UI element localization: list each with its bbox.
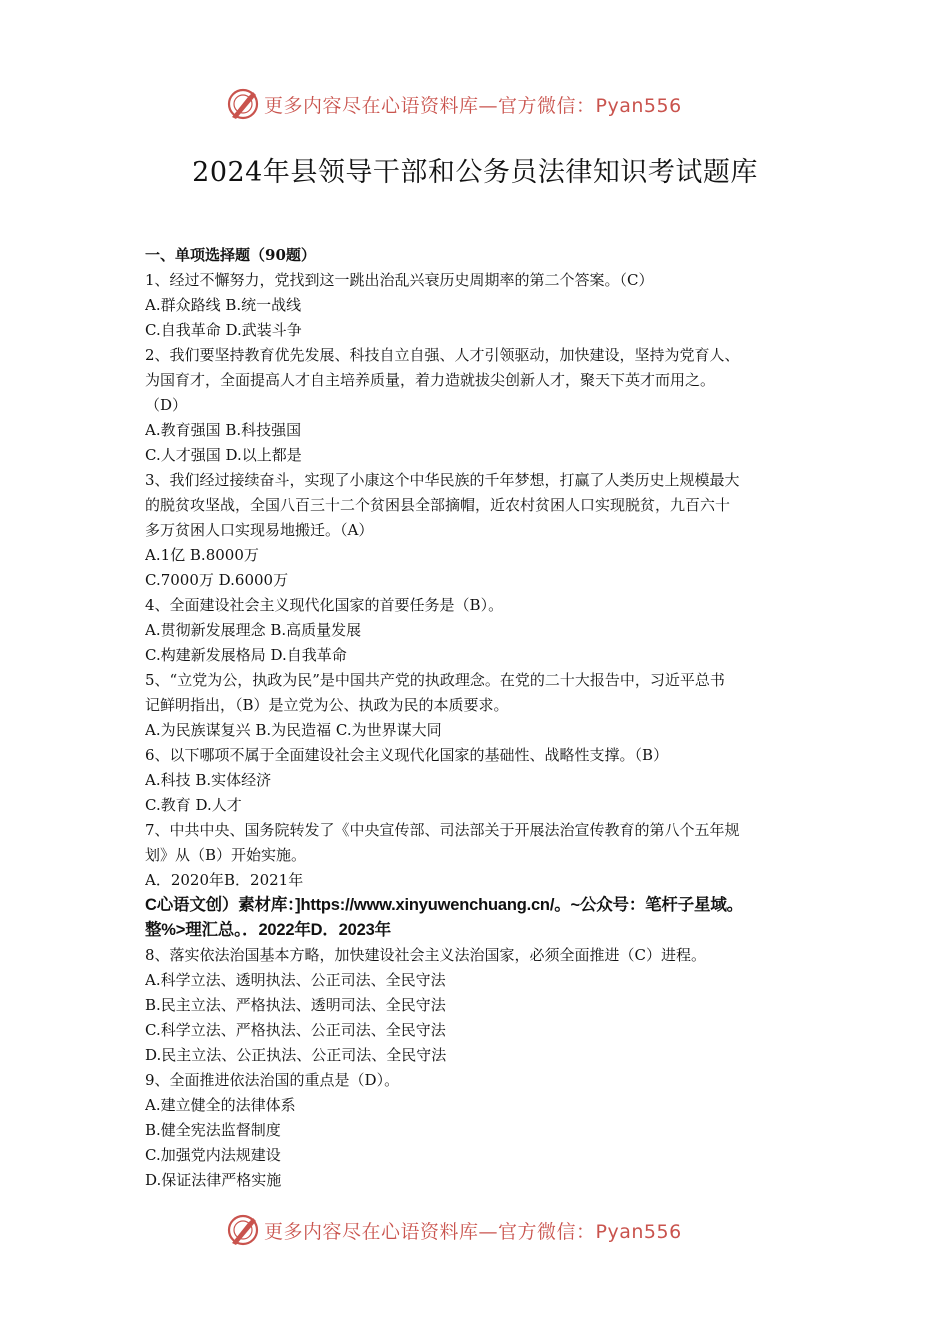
- text-line: A．2020年B．2021年: [145, 871, 304, 889]
- document-title: 2024年县领导干部和公务员法律知识考试题库: [192, 157, 758, 188]
- question-lines: [145, 268, 810, 893]
- text-line: 整%>理汇总。．2022年D．2023年: [145, 921, 391, 939]
- text-line: 的脱贫攻坚战，全国八百三十二个贫困县全部摘帽，近农村贫困人口实现脱贫，九百六十: [145, 496, 731, 514]
- text-line: A.贯彻新发展理念 B.高质量发展: [145, 621, 362, 639]
- text-line: C.构建新发展格局 D.自我革命: [145, 646, 347, 664]
- text-line: C.自我革命 D.武装斗争: [145, 321, 302, 339]
- text-line: 2、我们要坚持教育优先发展、科技自立自强、人才引领驱动，加快建设，坚持为党育人、: [145, 346, 740, 364]
- text-line: A.群众路线 B.统一战线: [145, 296, 302, 314]
- text-line: A.1亿 B.8000万: [145, 546, 259, 564]
- banner-text: 更多内容尽在心语资料库—官方微信：Pyan556: [264, 94, 682, 117]
- question-lines-continued: [145, 943, 810, 1193]
- text-line: C.加强党内法规建设: [145, 1146, 281, 1164]
- banner-text: 更多内容尽在心语资料库—官方微信：Pyan556: [264, 1220, 682, 1243]
- text-line: A.教育强国 B.科技强国: [145, 421, 302, 439]
- text-line: A.科学立法、透明执法、公正司法、全民守法: [145, 971, 446, 989]
- text-line: 6、以下哪项不属于全面建设社会主义现代化国家的基础性、战略性支撑。（B）: [145, 746, 669, 764]
- text-line: A.为民族谋复兴 B.为民造福 C.为世界谋大同: [145, 721, 442, 739]
- text-line: C.教育 D.人才: [145, 796, 242, 814]
- text-line: B.健全宪法监督制度: [145, 1121, 281, 1139]
- text-line: 4、全面建设社会主义现代化国家的首要任务是（B）。: [145, 596, 504, 614]
- text-line: 1、经过不懈努力，党找到这一跳出治乱兴衰历史周期率的第二个答案。（C）: [145, 271, 654, 289]
- text-line: D.民主立法、公正执法、公正司法、全民守法: [145, 1046, 447, 1064]
- watermark-ad-lines: [145, 893, 810, 943]
- text-line: 划》从（B）开始实施。: [145, 846, 307, 864]
- text-line: 9、全面推进依法治国的重点是（D）。: [145, 1071, 400, 1089]
- text-line: D.保证法律严格实施: [145, 1171, 282, 1189]
- text-line: B.民主立法、严格执法、透明司法、全民守法: [145, 996, 446, 1014]
- text-line: （D）: [145, 396, 188, 414]
- text-line: C.科学立法、严格执法、公正司法、全民守法: [145, 1021, 446, 1039]
- text-line: A.建立健全的法律体系: [145, 1096, 296, 1114]
- text-line: 7、中共中央、国务院转发了《中央宣传部、司法部关于开展法治宣传教育的第八个五年规: [145, 821, 740, 839]
- text-line: 5、“立党为公，执政为民”是中国共产党的执政理念。在党的二十大报告中，习近平总书: [145, 671, 725, 689]
- text-line: 记鲜明指出，（B）是立党为公、执政为民的本质要求。: [145, 696, 509, 714]
- section-heading: 一、单项选择题（90题）: [145, 246, 316, 264]
- text-line: 8、落实依法治国基本方略，加快建设社会主义法治国家，必须全面推进（C）进程。: [145, 946, 707, 964]
- text-line: 3、我们经过接续奋斗，实现了小康这个中华民族的千年梦想，打赢了人类历史上规模最大: [145, 471, 740, 489]
- text-line: 多万贫困人口实现易地搬迁。（A）: [145, 521, 374, 539]
- document-body: [145, 243, 810, 1193]
- pen-logo-icon: [226, 1213, 260, 1247]
- header-banner: [226, 86, 726, 122]
- text-line: A.科技 B.实体经济: [145, 771, 272, 789]
- text-line: 为国育才，全面提高人才自主培养质量，着力造就拔尖创新人才，聚天下英才而用之。: [145, 371, 716, 389]
- footer-banner: [226, 1212, 726, 1248]
- pen-logo-icon: [226, 87, 260, 121]
- text-line: C.人才强国 D.以上都是: [145, 446, 302, 464]
- text-line: C心语文创）素材库：]https://www.xinyuwenchuang.cn/。~公众号：笔杆子星域。: [145, 896, 743, 914]
- text-line: C.7000万 D.6000万: [145, 571, 289, 589]
